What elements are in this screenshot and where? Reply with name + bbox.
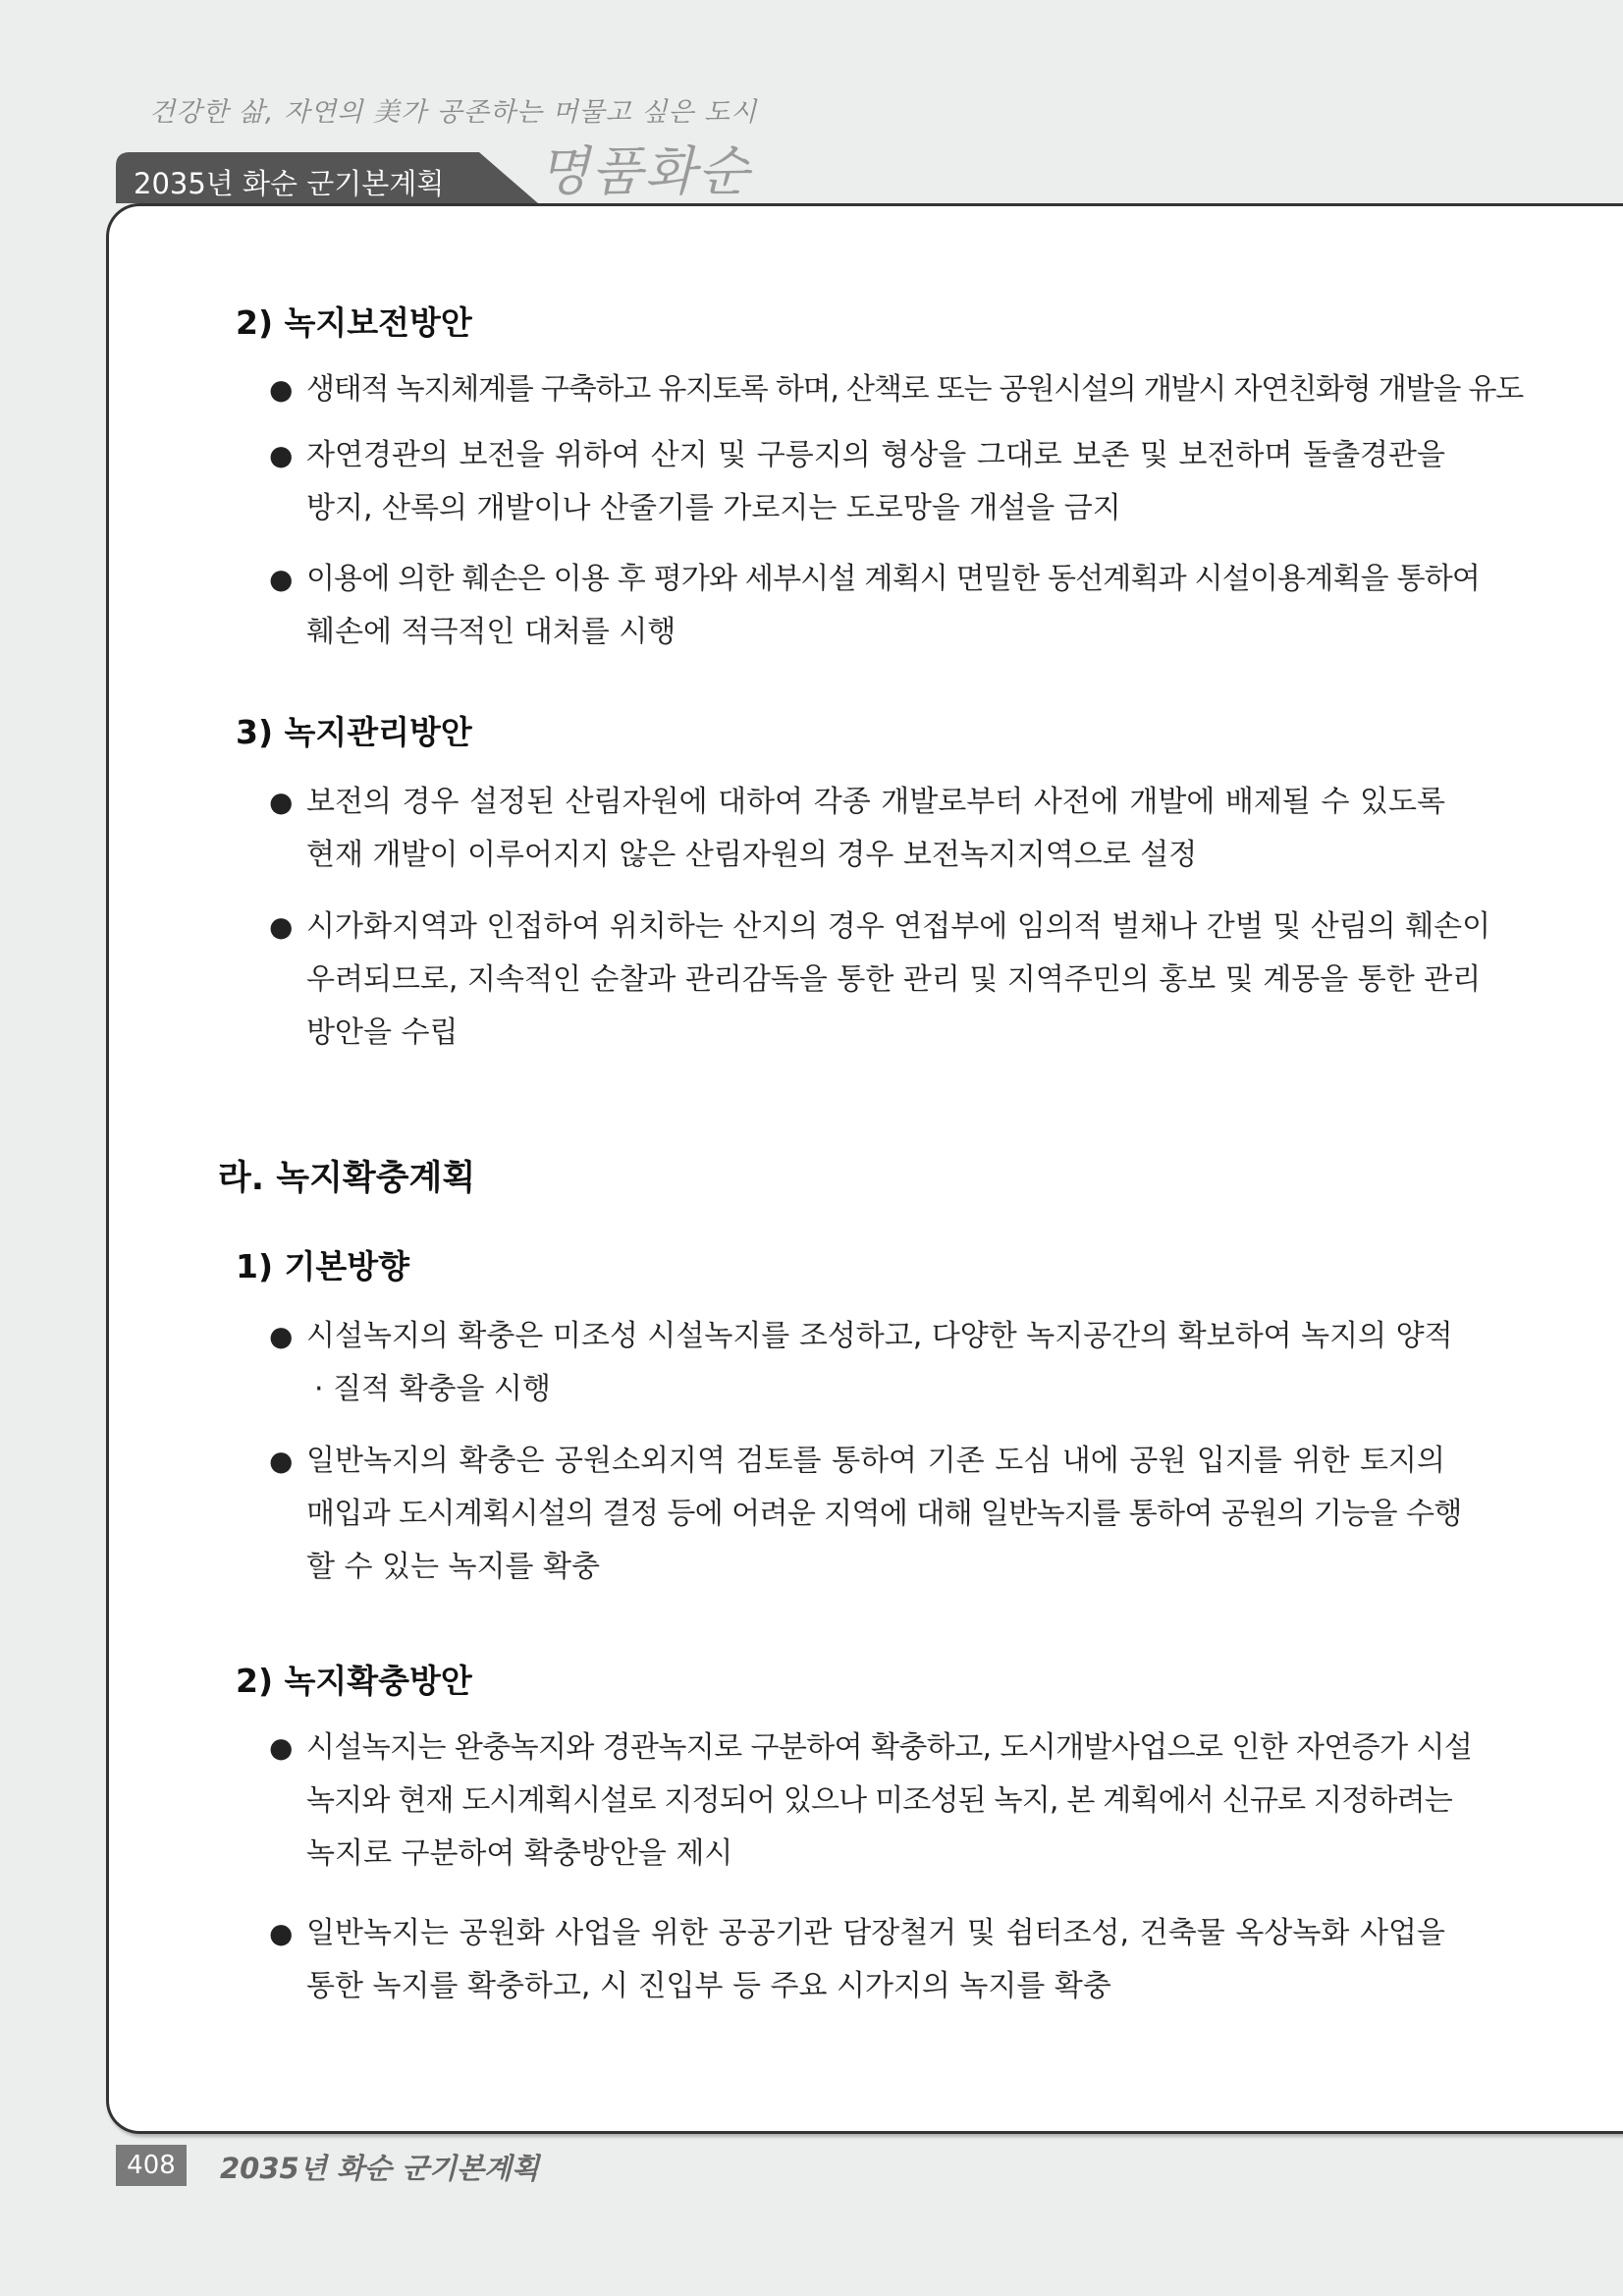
header-slogan: 건강한 삶, 자연의 美가 공존하는 머물고 싶은 도시	[149, 97, 758, 128]
text-line: 할 수 있는 녹지를 확충	[306, 1550, 600, 1584]
heading-green-expansion-plan: 라. 녹지확충계획	[218, 1159, 476, 1198]
logo-text: 명품화순	[538, 140, 751, 202]
bullet-dot-icon: ●	[269, 1917, 294, 1949]
header-plan-title: 2035년 화순 군기본계획	[134, 167, 445, 200]
bullet-dot-icon: ●	[269, 563, 294, 595]
bullet-dot-icon: ●	[269, 439, 294, 471]
text-line: 이용에 의한 훼손은 이용 후 평가와 세부시설 계획시 면밀한 동선계획과 시설이용계획을 통하여	[306, 562, 1481, 596]
text-line: 통한 녹지를 확충하고, 시 진입부 등 주요 시가지의 녹지를 확충	[306, 1969, 1111, 2003]
text-line: · 질적 확충을 시행	[314, 1372, 552, 1406]
footer-title: 2035년 화순 군기본계획	[220, 2152, 540, 2185]
bullet-dot-icon: ●	[269, 1445, 294, 1477]
text-line: 방안을 수립	[306, 1015, 459, 1050]
bullet-dot-icon: ●	[269, 373, 294, 406]
text-line: 보전의 경우 설정된 산림자원에 대하여 각종 개발로부터 사전에 개발에 배제될 수 있도록	[306, 785, 1445, 819]
text-line: 시설녹지의 확충은 미조성 시설녹지를 조성하고, 다양한 녹지공간의 확보하여 녹지의 양적	[306, 1319, 1453, 1353]
text-line: 녹지와 현재 도시계획시설로 지정되어 있으나 미조성된 녹지, 본 계획에서 신규로 지정하려는	[306, 1783, 1452, 1818]
text-line: 매입과 도시계획시설의 결정 등에 어려운 지역에 대해 일반녹지를 통하여 공원의 기능을 수행	[306, 1497, 1462, 1531]
heading-green-management: 3) 녹지관리방안	[236, 713, 472, 751]
text-line: 현재 개발이 이루어지지 않은 산림자원의 경우 보전녹지지역으로 설정	[306, 838, 1198, 872]
heading-green-expansion-measures: 2) 녹지확충방안	[236, 1662, 472, 1700]
text-line: 생태적 녹지체계를 구축하고 유지토록 하며, 산책로 또는 공원시설의 개발시 자연친화형 개발을 유도	[306, 372, 1524, 407]
text-line: 일반녹지는 공원화 사업을 위한 공공기관 담장철거 및 쉼터조성, 건축물 옥상녹화 사업을	[306, 1916, 1445, 1950]
bullet-dot-icon: ●	[269, 910, 294, 943]
bullet-dot-icon: ●	[269, 1731, 294, 1764]
bullet-dot-icon: ●	[269, 1320, 294, 1352]
logo	[538, 130, 774, 200]
text-line: 훼손에 적극적인 대처를 시행	[306, 615, 676, 649]
heading-green-protection: 2) 녹지보전방안	[236, 303, 472, 342]
heading-basic-direction: 1) 기본방향	[236, 1247, 410, 1285]
page-number: 408	[116, 2145, 187, 2186]
bullet-dot-icon: ●	[269, 786, 294, 818]
text-line: 방지, 산록의 개발이나 산줄기를 가로지는 도로망을 개설을 금지	[306, 491, 1121, 525]
text-line: 자연경관의 보전을 위하여 산지 및 구릉지의 형상을 그대로 보존 및 보전하며 돌출경관을	[306, 438, 1445, 472]
text-line: 녹지로 구분하여 확충방안을 제시	[306, 1836, 733, 1871]
text-line: 우려되므로, 지속적인 순찰과 관리감독을 통한 관리 및 지역주민의 홍보 및 계몽을 통한 관리	[306, 962, 1482, 997]
text-line: 시가화지역과 인접하여 위치하는 산지의 경우 연접부에 임의적 벌채나 간벌 및 산림의 훼손이	[306, 909, 1491, 944]
text-line: 일반녹지의 확충은 공원소외지역 검토를 통하여 기존 도심 내에 공원 입지를 위한 토지의	[306, 1444, 1445, 1478]
text-line: 시설녹지는 완충녹지와 경관녹지로 구분하여 확충하고, 도시개발사업으로 인한 자연증가 시설	[306, 1730, 1473, 1765]
